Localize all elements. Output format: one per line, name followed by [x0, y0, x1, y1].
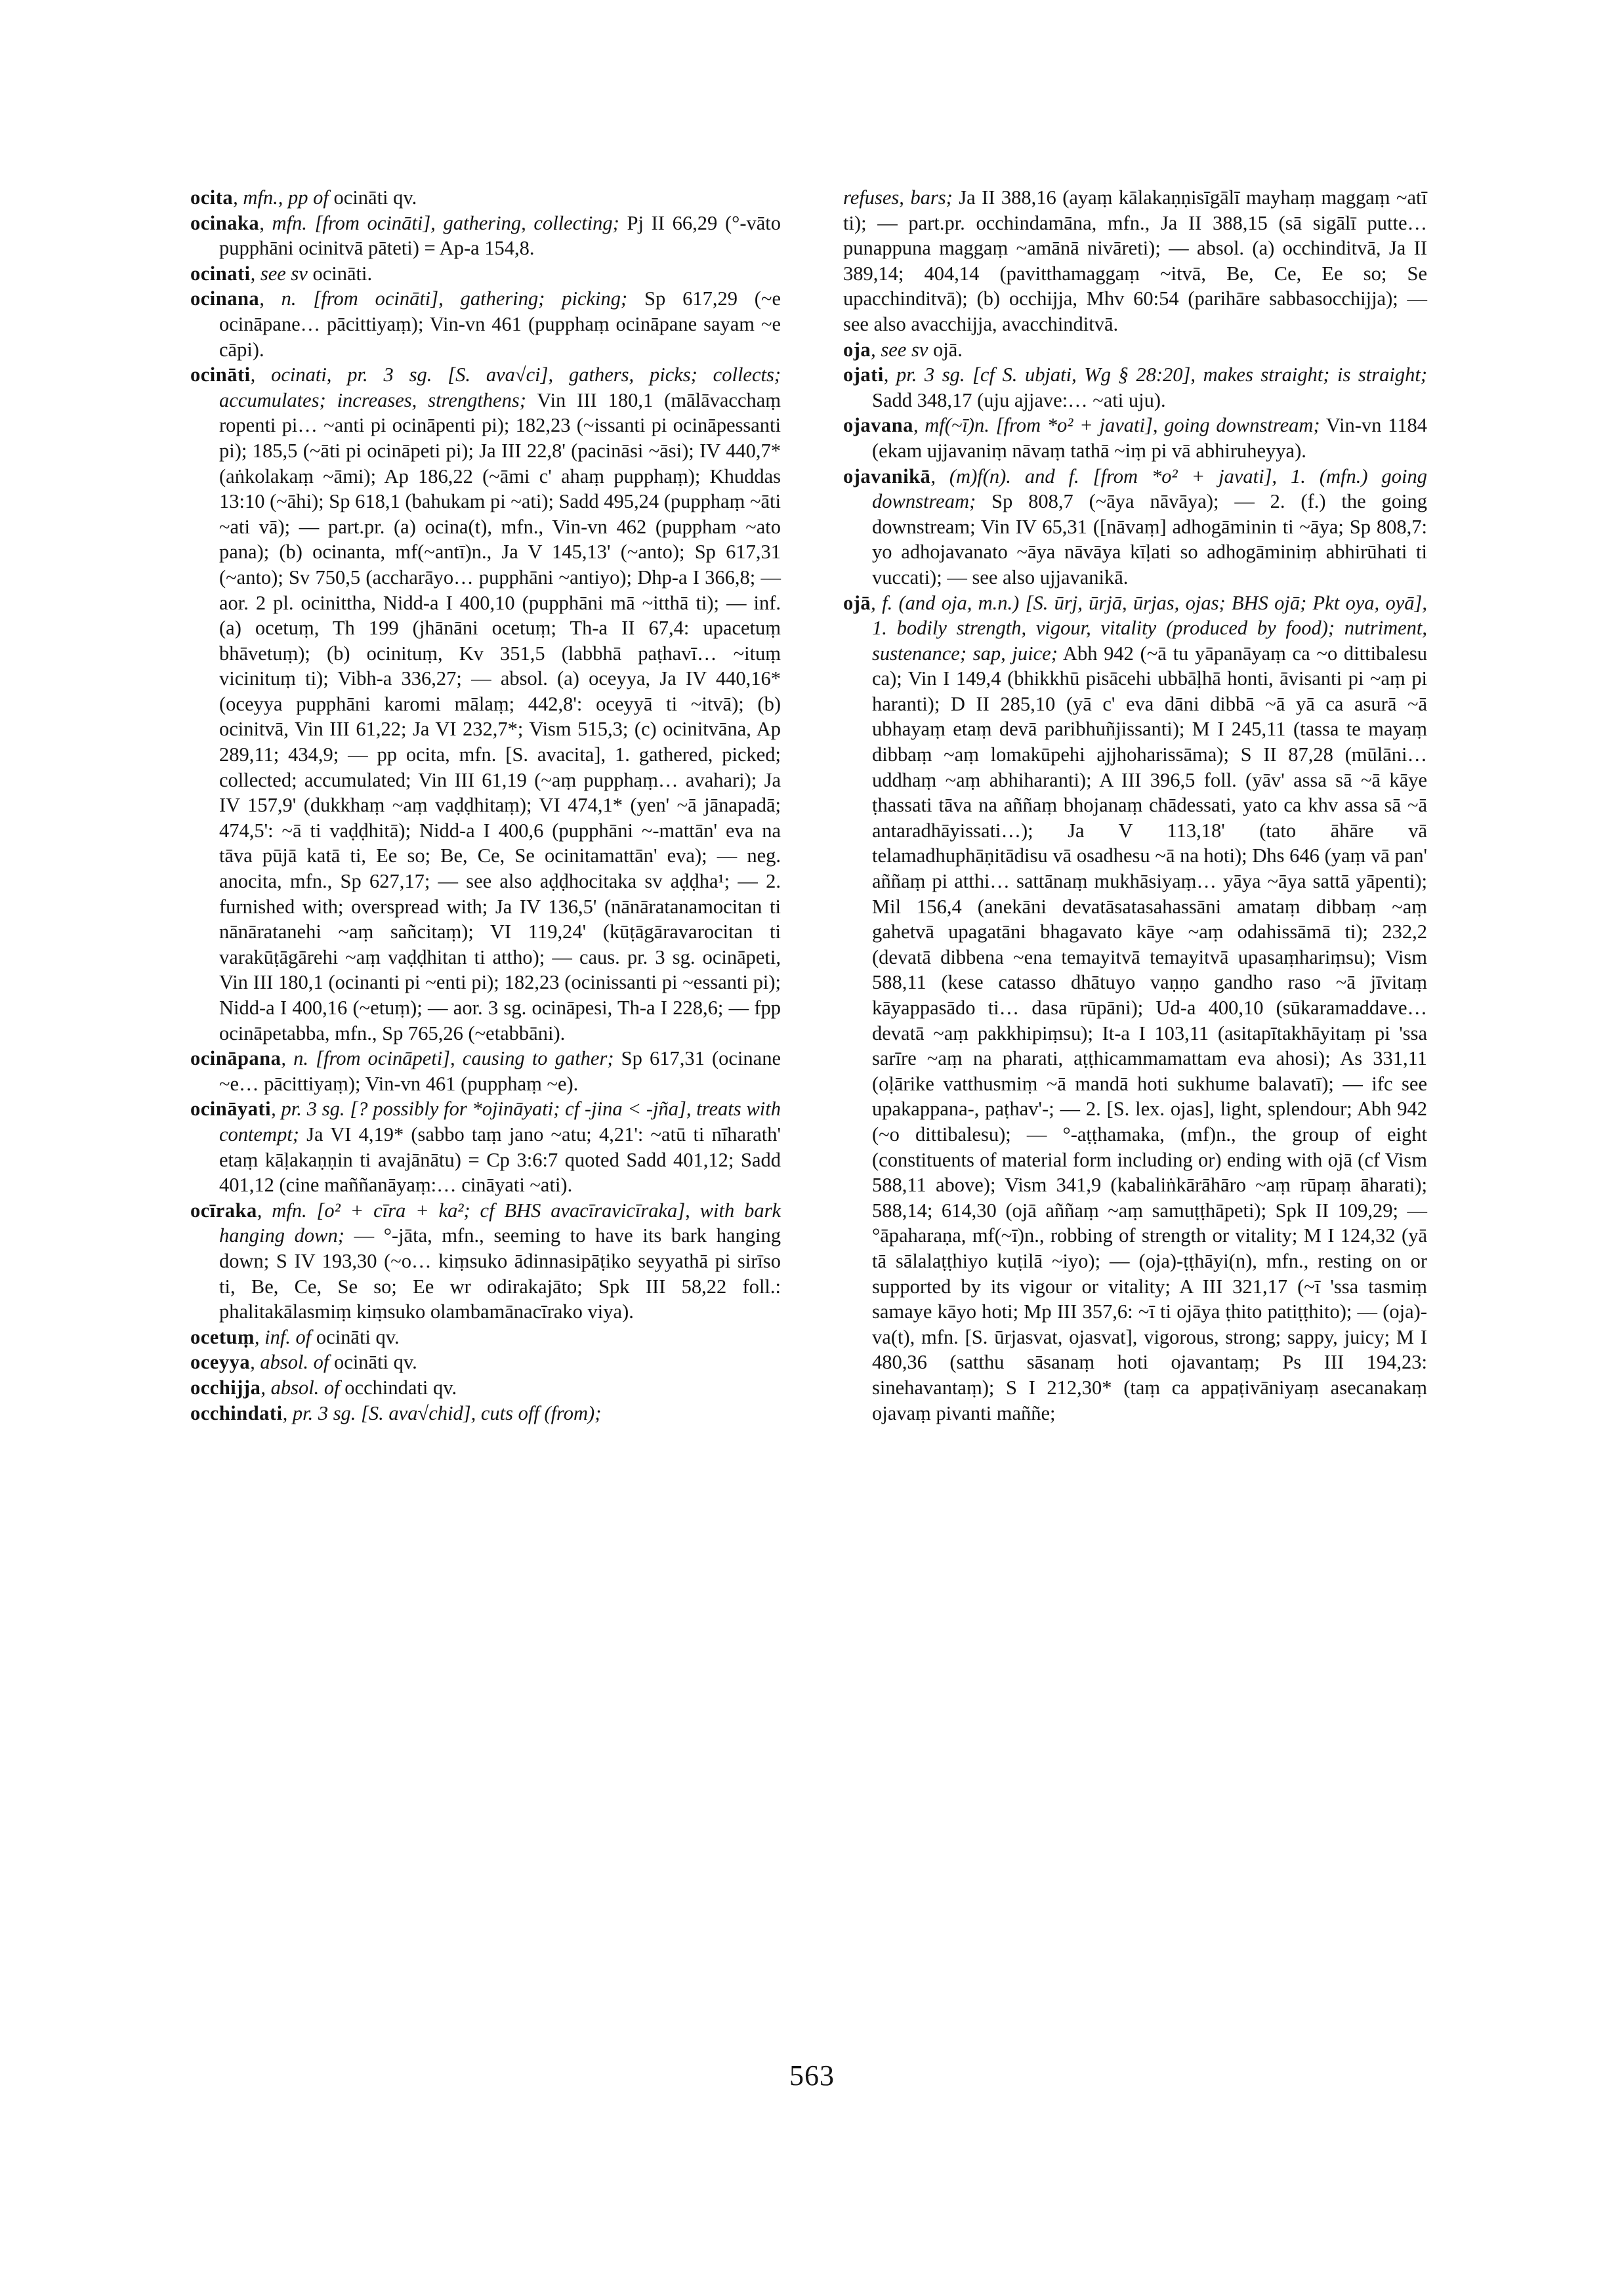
citations: occhindati qv. [344, 1376, 457, 1399]
citations: Sadd 348,17 (uju ajjave:… ~ati uju). [872, 388, 1166, 411]
grammar-info: , n. [from ocināti], gathering; picking; [259, 287, 628, 310]
headword: ojā [843, 591, 871, 614]
citations: Vin-vn 1184 (ekam ujjavaniṃ nāvaṃ tathā ~iṃ pi vā abhiruheyya). [872, 414, 1427, 462]
entry-oja-long [843, 590, 1427, 1426]
entry-ocinana [190, 286, 781, 362]
grammar-info: , pr. 3 sg. [? possibly for *ojināyati; cf -jina < -jña], treats with contempt; [219, 1098, 781, 1146]
citations: ocināti qv. [334, 1351, 417, 1374]
page-number: 563 [789, 2059, 835, 2092]
grammar-info: , mfn. [o² + cīra + ka²; cf BHS avacīravicīraka], with bark hanging down; [219, 1199, 781, 1247]
headword: oja [843, 338, 871, 361]
grammar-info: , f. (and oja, m.n.) [S. ūrj, ūrjā, ūrjas, ojas; BHS ojā; Pkt oya, oyā], 1. bodily strength, vigour, vitality (produced by food); nutriment, sustenance; sap, juice; [871, 591, 1427, 665]
entry-ocinapana [190, 1046, 781, 1096]
headword: ocinana [190, 287, 260, 310]
headword: ocita [190, 186, 234, 209]
entry-ociraka [190, 1198, 781, 1325]
citations: Sp 617,29 (~e ocināpane… pācittiyaṃ); Vin-vn 461 (pupphaṃ ocināpane sayam ~e cāpi). [219, 287, 781, 361]
headword: ocināpana [190, 1047, 281, 1070]
citations: Ja VI 4,19* (sabbo taṃ jano ~atu; 4,21': ~atū ti nīharath' etaṃ kāḷakaṇṇin ti avajānātu) = Cp 3:6:7 quoted Sadd 401,12; Sadd 401,12 (cine maññanāyaṃ:… cināyati ~ati). [219, 1123, 781, 1197]
entry-oceyya [190, 1350, 781, 1375]
headword: ocetuṃ [190, 1325, 255, 1348]
entry-occhindati [190, 1401, 781, 1426]
left-column [190, 185, 781, 1426]
entry-occhindati-continued [843, 185, 1427, 337]
entry-ocinati-long [190, 362, 781, 1046]
grammar-info: , mfn., pp of [233, 186, 329, 209]
grammar-info: , (m)f(n). and f. [from *o² + javati], 1. (mfn.) going downstream; [872, 465, 1427, 513]
headword: ocinati [190, 262, 251, 285]
citations: ocināti qv. [316, 1325, 400, 1348]
headword: ocinaka [190, 211, 260, 234]
citations: Sp 808,7 (~āya nāvāya); — 2. (f.) the going downstream; Vin IV 65,31 ([nāvaṃ] adhogāminin ti ~āya; Sp 808,7: yo adhojavanato ~āya nāvāya kīḷati so adhogāminiṃ abhirūhati ti vuccati); — see also ujjavanikā. [872, 490, 1427, 589]
entry-ocita [190, 185, 781, 211]
entry-ocinati [190, 261, 781, 287]
entry-occhijja [190, 1375, 781, 1401]
grammar-info: , mf(~ī)n. [from *o² + javati], going downstream; [913, 414, 1320, 437]
citations: ocināti qv. [333, 186, 417, 209]
citations: Abh 942 (~ā tu yāpanāyaṃ ca ~o dittibalesu ca); Vin I 149,4 (bhikkhū pisācehi ubbāḷhā honti, āvisanti pi ~aṃ pi haranti); D II 285,10 (yā c' eva dāni dibbā ~ā yā ca asurā ~ā ubhayaṃ etaṃ devā paribhuñjissanti); M I 245,11 (tassa te mayaṃ dibbaṃ ~aṃ lomakūpehi ajjhoharissāma); S II 87,28 (mūlāni… uddhaṃ ~aṃ abhiharanti); A III 396,5 foll. (yāv' assa sā ~ā kāye ṭhassati tāva na aññaṃ bhojanaṃ chādessati, yato ca khv assa sā ~ā antaradhāyissati…); Ja V 113,18' (tato āhāre vā telamadhuphāṇitādisu vā osadhesu ~ā na hoti); Dhs 646 (yaṃ vā pan' aññaṃ pi atthi… sattānaṃ mukhāsiyaṃ… yāya ~āya sattā yāpenti); Mil 156,4 (anekāni devatāsatasahassāni amataṃ dibbaṃ ~aṃ gahetvā upagatāni bhagavato kāye ~aṃ odahissāmā ti); 232,2 (devatā dibbena ~ena temayitvā temayitvā upasaṃhariṃsu); Vism 588,11 (kese catasso dhātuyo vaṇṇo gandho raso ~ā jīvitaṃ kāyappasādo ti… dasa rūpāni); Ud-a 400,10 (sūkaramaddave… devatā ~aṃ pakkhipiṃsu); It-a I 103,11 (asitapītakhāyitaṃ pi 'ssa sarīre ~aṃ na pharati, aṭṭhicammamattam eva ahosi); As 331,11 (oḷārike vatthusmiṃ ~ā mandā hoti sukhume balavatī); — ifc see upakappana-, paṭhav'-; — 2. [S. lex. ojas], light, splendour; Abh 942 (~o dittibalesu); — °-aṭṭhamaka, (mf)n., the group of eight (constituents of material form including or) ending with ojā (cf Vism 588,11 above); Vism 341,9 (kabaliṅkārāhāro ~aṃ rūpaṃ āharati); 588,14; 614,30 (ojā aññaṃ ~aṃ samuṭṭhāpeti); Spk II 109,29; — °āpaharaṇa, mf(~ī)n., robbing of strength or vitality; M I 124,32 (yā tā sālalaṭṭhiyo kuṭilā ~iyo); — (oja)-ṭṭhāyi(n), mfn., resting on or supported by its vigour or vitality; A III 321,17 (~ī 'ssa tasmiṃ samaye kāyo hoti; Mp III 357,6: ~ī ti ojāya ṭhito patiṭṭhito); — (oja)-va(t), mfn. [S. ūrjasvat, ojasvat], vigorous, strong; sappy, juicy; M I 480,36 (satthu sāsanaṃ hoti ojavantaṃ; Ps III 194,23: sinehavantaṃ); S I 212,30* (taṃ ca appaṭivāniyaṃ asecanakaṃ ojavaṃ pivanti maññe; [872, 642, 1427, 1424]
citations: — °-jāta, mfn., seeming to have its bark hanging down; S IV 193,30 (~o… kiṃsuko ādinnasipāṭiko seyyathā pi sirīso ti, Be, Ce, Se so; Ee wr odirakajāto; Spk III 58,22 foll.: phalitakālasmiṃ kiṃsuko olambamānacīrako viya). [219, 1224, 781, 1323]
citations: Sp 617,31 (ocinane ~e… pācittiyaṃ); Vin-vn 461 (pupphaṃ ~e). [219, 1047, 781, 1095]
grammar-info: , absol. of [250, 1351, 329, 1374]
headword: ocīraka [190, 1199, 257, 1222]
grammar-info: , n. [from ocināpeti], causing to gather; [281, 1047, 614, 1070]
grammar-info: , see sv [250, 262, 308, 285]
headword: ojavana [843, 414, 913, 437]
grammar-info: , ocinati, pr. 3 sg. [S. ava√ci], gathers, picks; collects; accumulates; increases, strengthens; [219, 363, 781, 411]
headword: ojati [843, 363, 884, 386]
right-column [843, 185, 1427, 1426]
headword: ocināyati [190, 1098, 272, 1121]
entry-oja [843, 337, 1427, 363]
headword: oceyya [190, 1351, 251, 1374]
citations: ojā. [933, 338, 963, 361]
citations: Pj II 66,29 (°-vāto pupphāni ocinitvā pāteti) = Ap-a 154,8. [219, 211, 781, 260]
headword: occhindati [190, 1401, 283, 1424]
grammar-info: , absol. of [260, 1376, 340, 1399]
grammar-info: refuses, bars; [843, 186, 953, 209]
citations: ocināti. [312, 262, 373, 285]
entry-ocetum [190, 1325, 781, 1350]
grammar-info: , see sv [871, 338, 928, 361]
entry-ocinaka [190, 211, 781, 261]
entry-ojavanika [843, 464, 1427, 590]
entry-ojavana [843, 413, 1427, 463]
grammar-info: , pr. 3 sg. [cf S. ubjati, Wg § 28:20], makes straight; is straight; [883, 363, 1427, 386]
entry-ojati [843, 362, 1427, 413]
citations: Vin III 180,1 (mālāvacchaṃ ropenti pi… ~anti pi ocināpenti pi); 182,23 (~issanti pi ocināpessanti pi); 185,5 (~āti pi ocināpeti pi); Ja III 22,8' (pacināsi ~āsi); IV 440,7* (aṅkolakaṃ ~āmi); Ap 186,22 (~āmi c' ahaṃ pupphaṃ); Khuddas 13:10 (~āhi); Sp 618,1 (bahukam pi ~ati); Sadd 495,24 (pupphaṃ ~āti ~ati vā); — part.pr. (a) ocina(t), mfn., Vin-vn 462 (puppham ~ato pana); (b) ocinanta, mf(~antī)n., Ja V 145,13' (~anto); Sp 617,31 (~anto); Sv 750,5 (accharāyo… pupphāni ~antiyo); Dhp-a I 366,8; — aor. 2 pl. ocinittha, Nidd-a I 400,10 (pupphāni mā ~itthā ti); — inf. (a) ocetuṃ, Th 199 (jhānāni ocetuṃ; Th-a II 67,4: upacetuṃ bhāvetuṃ); (b) ocinituṃ, Kv 351,5 (labbhā paṭhavī… ~ituṃ vicinituṃ ti); Vibh-a 336,27; — absol. (a) oceyya, Ja IV 440,16* (oceyya pupphāni karomi mālaṃ; 442,8': oceyyā ti ~itvā); (b) ocinitvā, Vin III 61,22; Ja VI 232,7*; Vism 515,3; (c) ocinitvāna, Ap 289,11; 434,9; — pp ocita, mfn. [S. avacita], 1. gathered, picked; collected; accumulated; Vin III 61,19 (~aṃ pupphaṃ… avahari); Ja IV 157,9' (dukkhaṃ ~aṃ vaḍḍhitaṃ); VI 474,1* (yen' ~ā jānapadā; 474,5': ~ā ti vaḍḍhitā); Nidd-a I 400,6 (pupphāni ~-mattān' eva na tāva pūjā katā ti, Ee so; Be, Ce, Se ocinitamattān' eva); — neg. anocita, mfn., Sp 627,17; — see also aḍḍhocitaka sv aḍḍha¹; — 2. furnished with; overspread with; Ja IV 136,5' (nānāratanamocitan ti nānāratanehi ~aṃ sañcitaṃ); VI 119,24' (kūṭāgāravarocitan ti varakūṭāgārehi ~aṃ vaḍḍhitan ti attho); — caus. pr. 3 sg. ocināpeti, Vin III 180,1 (ocinanti pi ~enti pi); 182,23 (ocinissanti pi ~essanti pi); Nidd-a I 400,16 (~etuṃ); — aor. 3 sg. ocināpesi, Th-a I 228,6; — fpp ocināpetabba, mfn., Sp 765,26 (~etabbāni). [219, 388, 781, 1044]
headword: ocināti [190, 363, 251, 386]
citations: Ja II 388,16 (ayaṃ kālakaṇṇisīgālī mayhaṃ maggaṃ ~atī ti); — part.pr. occhindamāna, mfn., Ja II 388,15 (sā sigālī putte… punappuna maggaṃ ~amānā nivāreti); — absol. (a) occhinditvā, Ja II 389,14; 404,14 (pavitthamaggaṃ ~itvā, Be, Ce, Ee so; Se upacchinditvā); (b) occhijja, Mhv 60:54 (parihāre sabbasocchijja); — see also avacchijja, avacchinditvā. [843, 186, 1427, 335]
headword: ojavanikā [843, 465, 931, 487]
headword: occhijja [190, 1376, 261, 1399]
grammar-info: , mfn. [from ocināti], gathering, collecting; [259, 211, 619, 234]
entry-ocinayati [190, 1096, 781, 1197]
grammar-info: , pr. 3 sg. [S. ava√chid], cuts off (from); [282, 1401, 602, 1424]
grammar-info: , inf. of [254, 1325, 312, 1348]
